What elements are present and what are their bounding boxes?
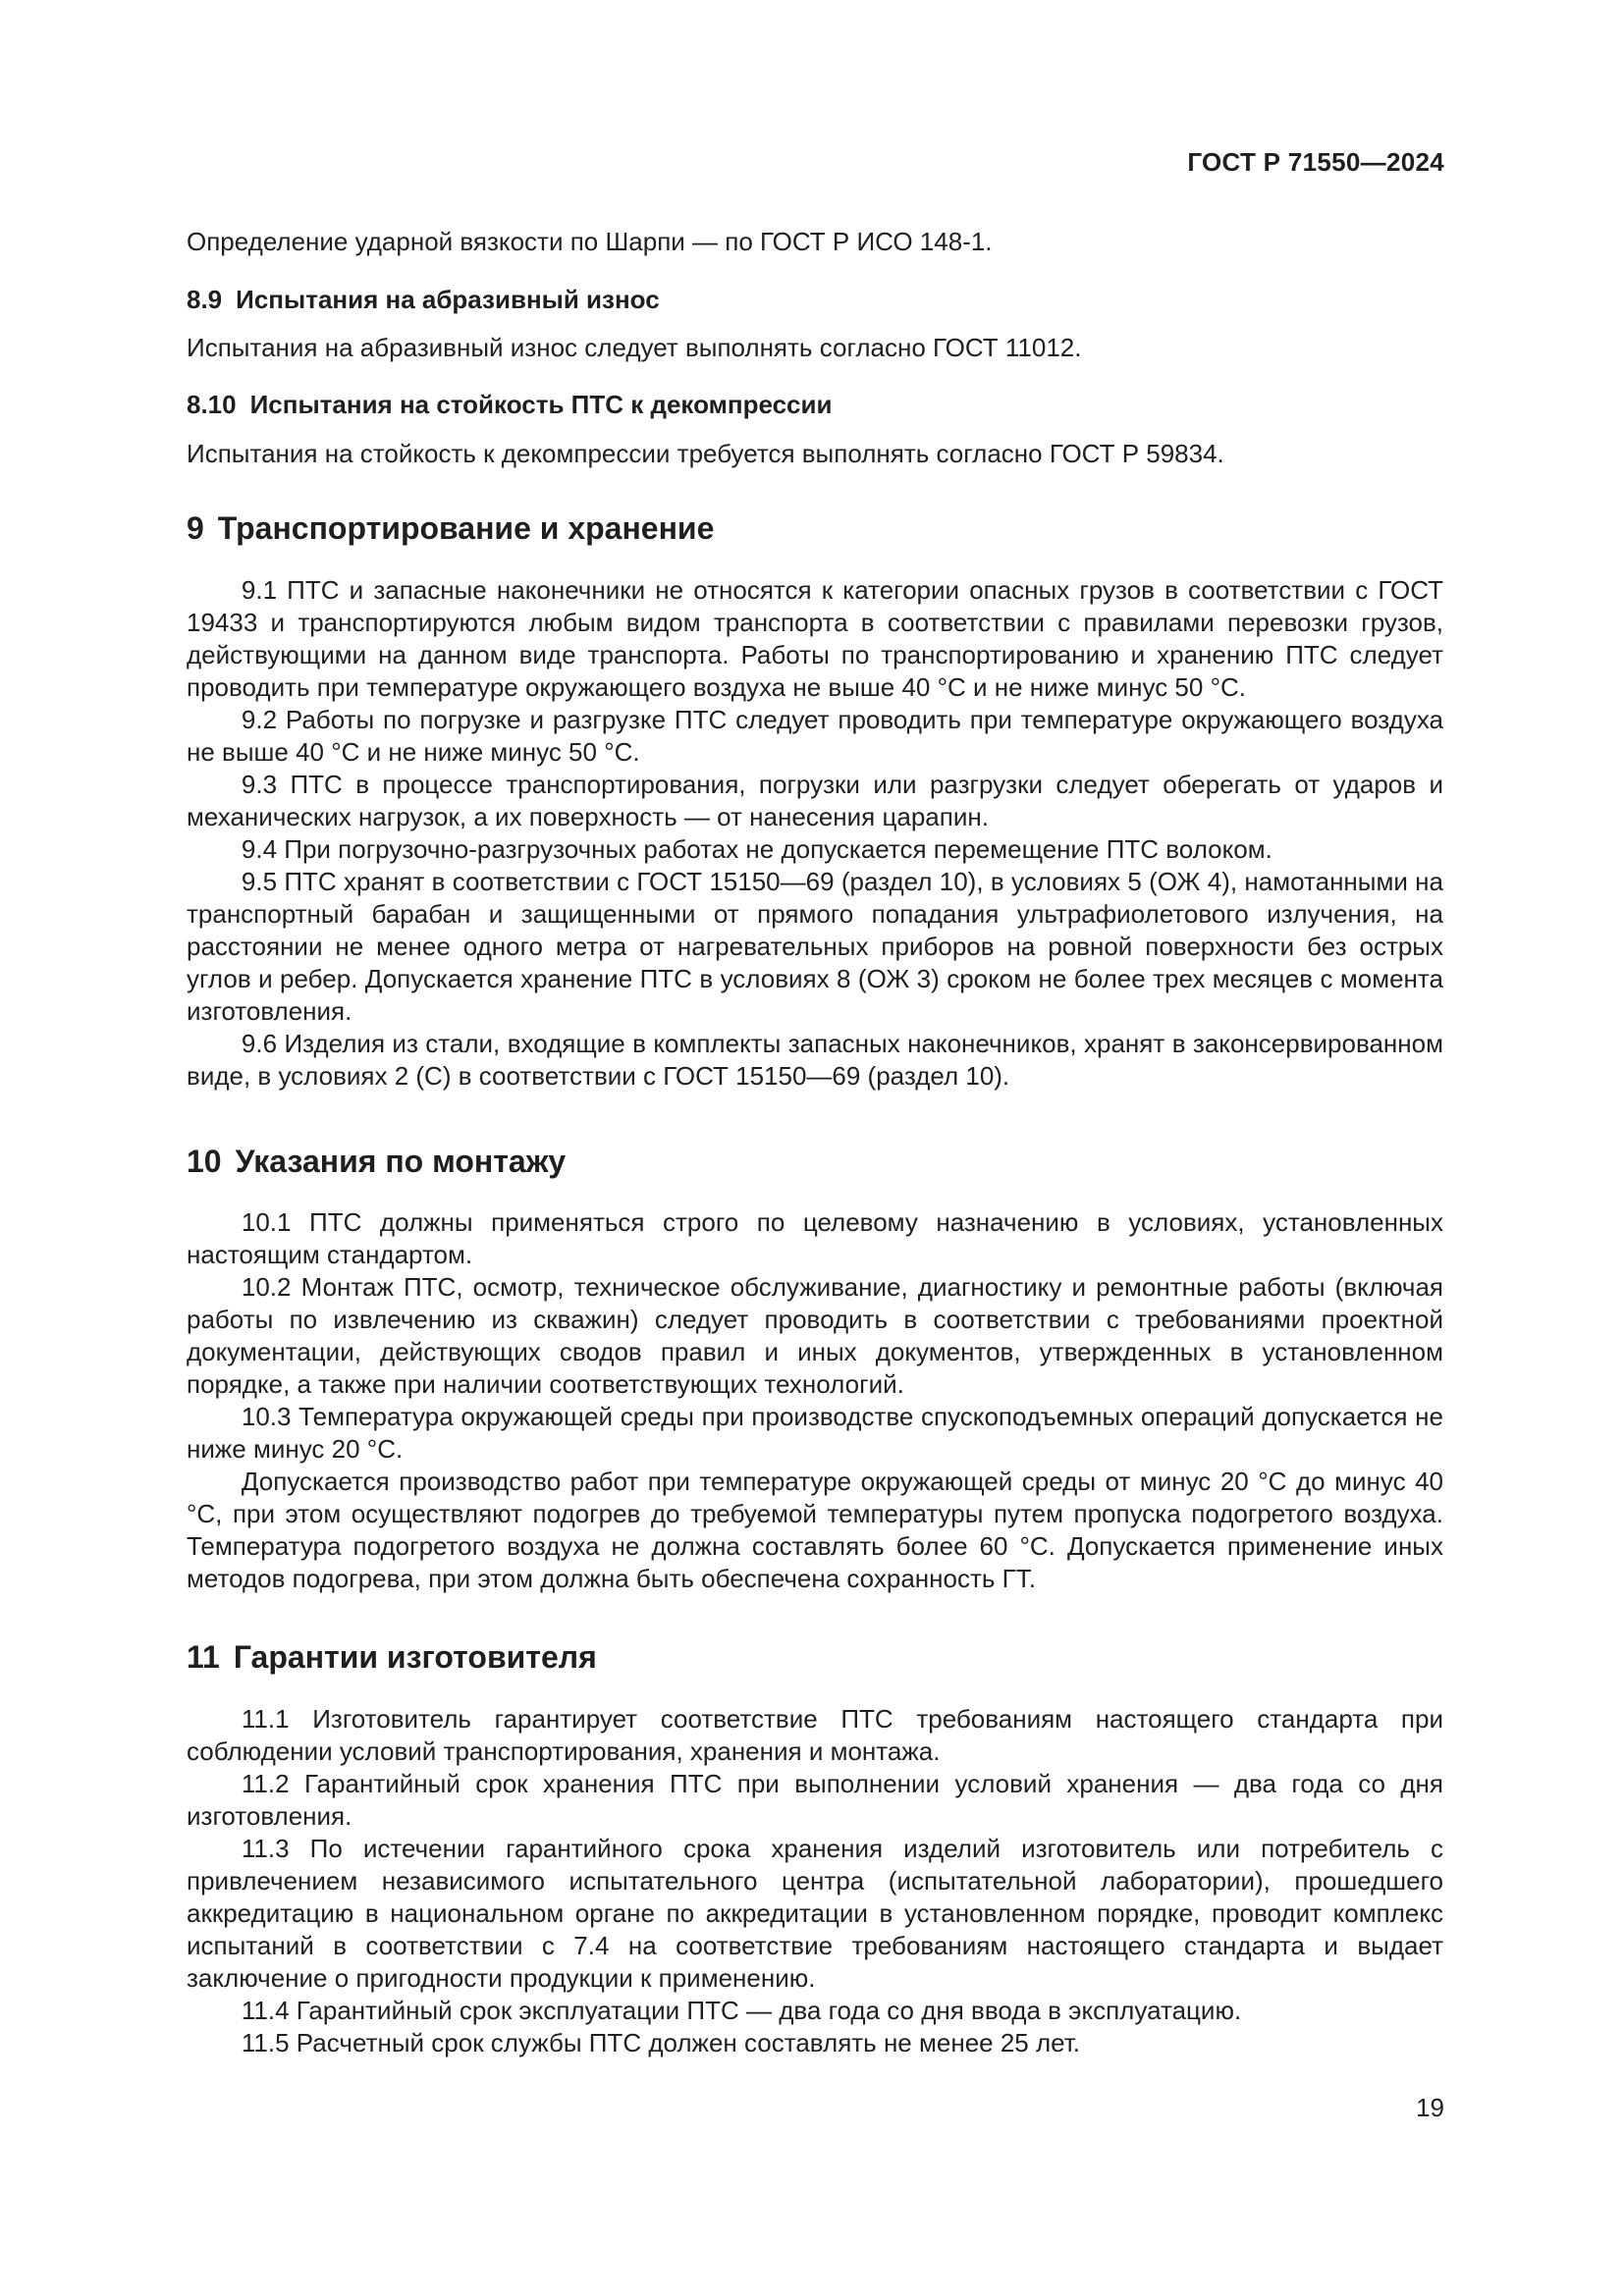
section-title: Транспортирование и хранение — [217, 510, 715, 546]
section-11-heading — [187, 1637, 1443, 1677]
paragraph-9-4: 9.4 При погрузочно-разгрузочных работах не допускается перемещение ПТС волоком. — [241, 834, 1272, 864]
section-9-heading — [187, 508, 1443, 548]
paragraph-11-5: 11.5 Расчетный срок службы ПТС должен составлять не менее 25 лет. — [241, 2028, 1080, 2057]
page-number: 19 — [1416, 2093, 1444, 2122]
subsection-title: Испытания на стойкость ПТС к декомпрессии — [249, 390, 833, 419]
paragraph-11-2: 11.2 Гарантийный срок хранения ПТС при выполнении условий хранения — два года со дня изготовления. — [187, 1769, 1443, 1831]
paragraph-11-4: 11.4 Гарантийный срок эксплуатации ПТС — два года со дня ввода в эксплуатацию. — [241, 1996, 1242, 2025]
subsection-8-9-text: Испытания на абразивный износ следует выполнять согласно ГОСТ 11012. — [187, 333, 1082, 362]
section-number: 10 — [187, 1144, 222, 1179]
section-title: Указания по монтажу — [235, 1144, 567, 1179]
section-title: Гарантии изготовителя — [233, 1639, 597, 1675]
paragraph-9-2: 9.2 Работы по погрузке и разгрузке ПТС следует проводить при температуре окружающего воздуха не выше 40 °С и не ниже минус 50 °С. — [187, 705, 1443, 767]
paragraph-9-3: 9.3 ПТС в процессе транспортирования, погрузки или разгрузки следует оберегать от ударов и механических нагрузок, а их поверхность — от нанесения царапин. — [187, 770, 1443, 831]
subsection-8-9-heading — [187, 284, 1443, 316]
paragraph-10-1: 10.1 ПТС должны применяться строго по целевому назначению в условиях, установленных настоящим стандартом. — [187, 1207, 1443, 1269]
document-header: ГОСТ Р 71550—2024 — [1187, 147, 1444, 177]
paragraph-9-1: 9.1 ПТС и запасные наконечники не относятся к категории опасных грузов в соответствии с ГОСТ 19433 и транспортируются любым видом транспорта в соответствии с правилами перевозки грузов, действующими на данном виде транспорта. Работы по транспортированию и хранению ПТС следует проводить при температуре окружающего воздуха не выше 40 °С и не ниже минус 50 °С. — [187, 575, 1443, 702]
paragraph-10-3-continued: Допускается производство работ при температуре окружающей среды от минус 20 °С до минус 40 °С, при этом осуществляют подогрев до требуемой температуры путем пропуска подогретого воздуха. Температура подогретого воздуха не должна составлять более 60 °С. Допускается применение иных методов подогрева, при этом должна быть обеспечена сохранность ГТ. — [187, 1467, 1443, 1593]
subsection-8-10-heading — [187, 389, 1443, 421]
subsection-number: 8.9 — [187, 285, 223, 314]
section-number: 11 — [187, 1639, 220, 1675]
paragraph-9-5: 9.5 ПТС хранят в соответствии с ГОСТ 15150—69 (раздел 10), в условиях 5 (ОЖ 4), намотанными на транспортный барабан и защищенными от прямого попадания ультрафиолетового излучения, на расстоянии не менее одного метра от нагревательных приборов на ровной поверхности без острых углов и ребер. Допускается хранение ПТС в условиях 8 (ОЖ 3) сроком не более трех месяцев с момента изготовления. — [187, 867, 1443, 1026]
paragraph-11-1: 11.1 Изготовитель гарантирует соответствие ПТС требованиям настоящего стандарта при соблюдении условий транспортирования, хранения и монтажа. — [187, 1704, 1443, 1766]
paragraph-10-2: 10.2 Монтаж ПТС, осмотр, техническое обслуживание, диагностику и ремонтные работы (включая работы по извлечению из скважин) следует проводить в соответствии с требованиями проектной документации, действующих сводов правил и иных документов, утвержденных в установленном порядке, а также при наличии соответствующих технологий. — [187, 1272, 1443, 1399]
section-9-body — [187, 574, 1443, 1093]
section-number: 9 — [187, 510, 204, 546]
subsection-8-10-text: Испытания на стойкость к декомпрессии требуется выполнять согласно ГОСТ Р 59834. — [187, 439, 1224, 468]
paragraph-10-3: 10.3 Температура окружающей среды при производстве спускоподъемных операций допускается не ниже минус 20 °С. — [187, 1402, 1443, 1464]
section-11-body — [187, 1703, 1443, 2059]
subsection-title: Испытания на абразивный износ — [236, 285, 660, 314]
intro-paragraph: Определение ударной вязкости по Шарпи — по ГОСТ Р ИСО 148-1. — [187, 227, 993, 256]
section-10-body — [187, 1206, 1443, 1595]
subsection-number: 8.10 — [187, 390, 237, 419]
paragraph-11-3: 11.3 По истечении гарантийного срока хранения изделий изготовитель или потребитель с привлечением независимого испытательного центра (испытательной лаборатории), прошедшего аккредитацию в национальном органе по аккредитации в установленном порядке, проводит комплекс испытаний в соответствии с 7.4 на соответствие требованиям настоящего стандарта и выдает заключение о пригодности продукции к применению. — [187, 1834, 1443, 1993]
paragraph-9-6: 9.6 Изделия из стали, входящие в комплекты запасных наконечников, хранят в законсервированном виде, в условиях 2 (С) в соответствии с ГОСТ 15150—69 (раздел 10). — [187, 1029, 1443, 1091]
section-10-heading — [187, 1142, 1443, 1181]
